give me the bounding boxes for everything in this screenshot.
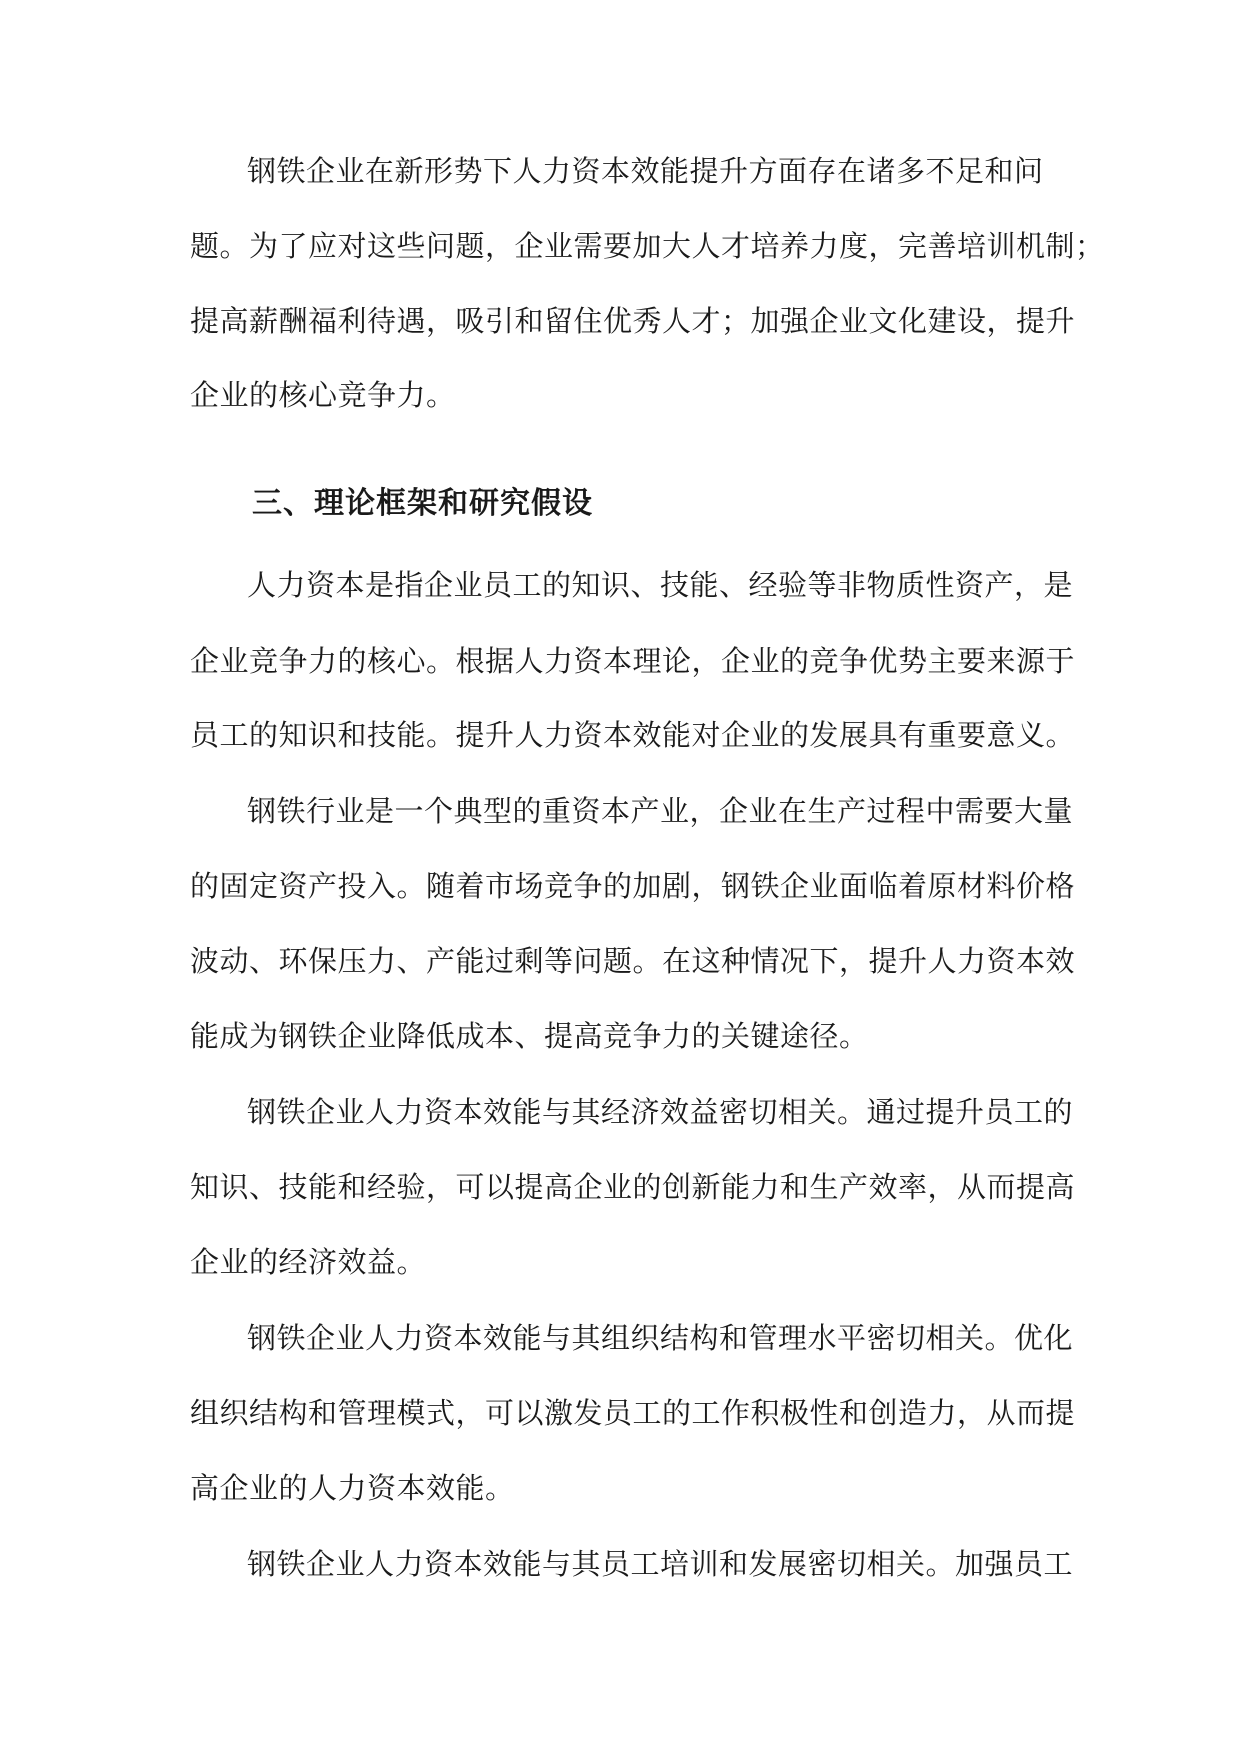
- paragraph-4-line-2: 知识、技能和经验，可以提高企业的创新能力和生产效率，从而提高: [190, 1170, 1076, 1204]
- paragraph-6-line-1: 钢铁企业人力资本效能与其员工培训和发展密切相关。加强员工: [247, 1547, 1074, 1581]
- paragraph-1-line-3: 提高薪酬福利待遇，吸引和留住优秀人才；加强企业文化建设，提升: [190, 304, 1076, 338]
- paragraph-5-line-3: 高企业的人力资本效能。: [190, 1471, 515, 1505]
- paragraph-1-line-4: 企业的核心竞争力。: [190, 378, 456, 412]
- paragraph-3-line-4: 能成为钢铁企业降低成本、提高竞争力的关键途径。: [190, 1019, 869, 1053]
- section-heading: 三、理论框架和研究假设: [252, 486, 593, 521]
- paragraph-2-line-3: 员工的知识和技能。提升人力资本效能对企业的发展具有重要意义。: [190, 718, 1076, 752]
- paragraph-3-line-3: 波动、环保压力、产能过剩等问题。在这种情况下，提升人力资本效: [190, 944, 1076, 978]
- paragraph-2-line-2: 企业竞争力的核心。根据人力资本理论，企业的竞争优势主要来源于: [190, 644, 1076, 678]
- paragraph-3-line-1: 钢铁行业是一个典型的重资本产业，企业在生产过程中需要大量: [247, 794, 1074, 828]
- paragraph-1-line-1: 钢铁企业在新形势下人力资本效能提升方面存在诸多不足和问: [247, 154, 1044, 188]
- paragraph-4-line-1: 钢铁企业人力资本效能与其经济效益密切相关。通过提升员工的: [247, 1095, 1074, 1129]
- paragraph-2-line-1: 人力资本是指企业员工的知识、技能、经验等非物质性资产，是: [247, 568, 1074, 602]
- paragraph-4-line-3: 企业的经济效益。: [190, 1245, 427, 1279]
- paragraph-3-line-2: 的固定资产投入。随着市场竞争的加剧，钢铁企业面临着原材料价格: [190, 869, 1076, 903]
- paragraph-1-line-2: 题。为了应对这些问题，企业需要加大人才培养力度，完善培训机制；: [190, 229, 1105, 263]
- paragraph-5-line-2: 组织结构和管理模式，可以激发员工的工作积极性和创造力，从而提: [190, 1396, 1076, 1430]
- paragraph-5-line-1: 钢铁企业人力资本效能与其组织结构和管理水平密切相关。优化: [247, 1321, 1074, 1355]
